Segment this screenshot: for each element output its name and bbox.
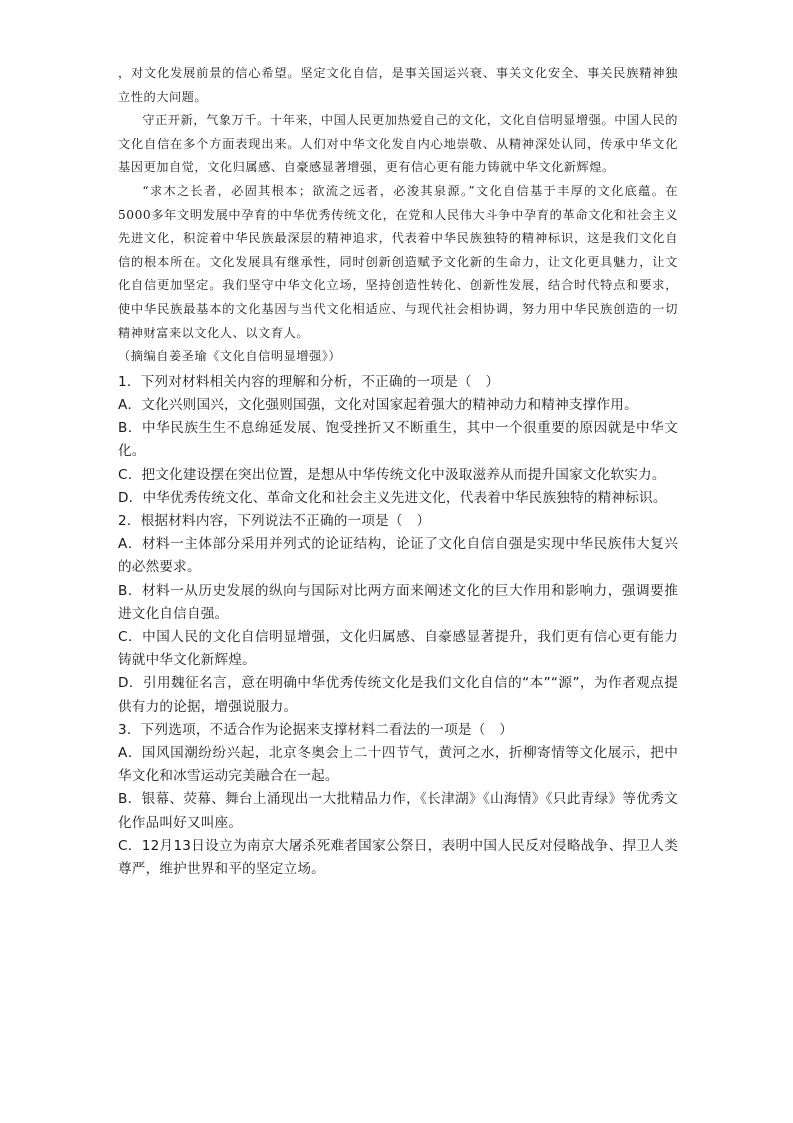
question-2-option-b: B．材料一从历史发展的纵向与国际对比两方面来阐述文化的巨大作用和影响力，强调要推进文化自信自强。 [118, 582, 678, 622]
passage-paragraph-2: 守正开新，气象万千。十年来，中国人民更加热爱自己的文化，文化自信明显增强。中国人民的文化自信在多个方面表现出来。人们对中华文化发自内心地崇敬、从精神深处认同，传承中华文化基因更加自觉，文化归属感、自豪感显著增强，更有信心更有能力铸就中华文化新辉煌。 [118, 113, 678, 175]
question-3-option-c: C．12月13日设立为南京大屠杀死难者国家公祭日，表明中国人民反对侵略战争、捍卫人类尊严，维护世界和平的坚定立场。 [118, 837, 678, 877]
passage-source: （摘编自姜圣瑜《文化自信明显增强》） [118, 349, 342, 364]
question-1-option-b: B．中华民族生生不息绵延发展、饱受挫折又不断重生，其中一个很重要的原因就是中华文化。 [118, 420, 678, 460]
reading-passage [118, 62, 678, 369]
question-1-option-d: D．中华优秀传统文化、革命文化和社会主义先进文化，代表着中华民族独特的精神标识。 [118, 489, 667, 506]
question-3-option-b: B．银幕、荧幕、舞台上涌现出一大批精品力作，《长津湖》《山海情》《只此青绿》等优秀文化作品叫好又叫座。 [118, 791, 678, 831]
question-3-option-a: A．国风国潮纷纷兴起，北京冬奥会上二十四节气，黄河之水，折柳寄情等文化展示，把中华文化和冰雪运动完美融合在一起。 [118, 744, 678, 785]
question-2-option-d: D．引用魏征名言，意在明确中华优秀传统文化是我们文化自信的“本”“源”，为作者观点提供有力的论据，增强说服力。 [118, 675, 678, 715]
question-2-option-c: C．中国人民的文化自信明显增强，文化归属感、自豪感显著提升，我们更有信心更有能力铸就中华文化新辉煌。 [118, 628, 678, 669]
question-1-stem: 1．下列对材料相关内容的理解和分析，不正确的一项是（ ） [118, 373, 500, 390]
question-3-stem: 3．下列选项，不适合作为论据来支撑材料二看法的一项是（ ） [118, 721, 514, 738]
question-1-option-a: A．文化兴则国兴，文化强则国强，文化对国家起着强大的精神动力和精神支撑作用。 [118, 396, 638, 413]
question-list [118, 371, 678, 881]
question-2-option-a: A．材料一主体部分采用并列式的论证结构，论证了文化自信自强是实现中华民族伟大复兴的必然要求。 [118, 536, 678, 576]
document-page [118, 62, 678, 881]
passage-paragraph-1: ，对文化发展前景的信心希望。坚定文化自信，是事关国运兴衰、事关文化安全、事关民族精神独立性的大问题。 [118, 66, 678, 104]
question-2-stem: 2．根据材料内容，下列说法不正确的一项是（ ） [118, 512, 431, 529]
passage-paragraph-3: “求木之长者，必固其根本；欲流之远者，必浚其泉源。”文化自信基于丰厚的文化底蕴。在5000多年文明发展中孕育的中华优秀传统文化，在党和人民伟大斗争中孕育的革命文化和社会主义先进文化，积淀着中华民族最深层的精神追求，代表着中华民族独特的精神标识，这是我们文化自信的根本所在。文化发展具有继承性，同时创新创造赋予文化新的生命力，让文化更具魅力，让文化自信更加坚定。我们坚守中华文化立场，坚持创造性转化、创新性发展，结合时代特点和要求，使中华民族最基本的文化基因与当代文化相适应、与现代社会相协调，努力用中华民族创造的一切精神财富来以文化人、以文育人。 [118, 183, 678, 340]
question-1-option-c: C．把文化建设摆在突出位置，是想从中华传统文化中汲取滋养从而提升国家文化软实力。 [118, 466, 666, 483]
